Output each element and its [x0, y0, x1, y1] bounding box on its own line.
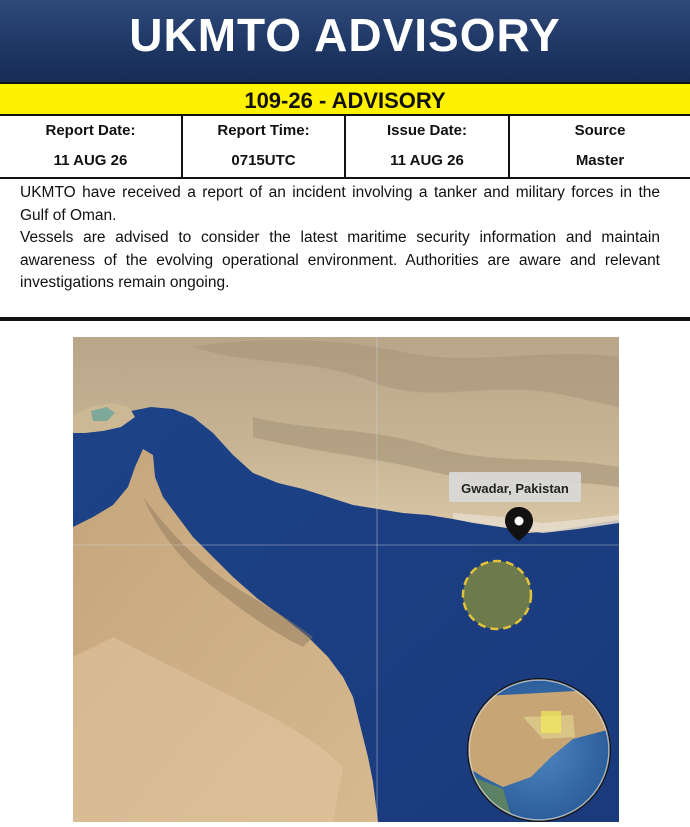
issue-date-label: Issue Date: — [386, 122, 468, 139]
advisory-ref-title: 109-26 - ADVISORY — [244, 88, 446, 113]
advisory-ref-bar — [0, 82, 690, 116]
page-title: UKMTO ADVISORY — [129, 9, 561, 61]
advisory-paragraph-2: Vessels are advised to consider the latest maritime security information and maintain awareness of the evolving operational environment. Authorities are aware and relevant investigations remain ongoing. — [20, 229, 660, 291]
incident-area-circle — [463, 561, 531, 629]
advisory-body — [20, 182, 660, 295]
section-divider — [0, 317, 690, 321]
report-time-value: 0715UTC — [231, 152, 296, 169]
report-time-cell — [183, 116, 346, 177]
location-label: Gwadar, Pakistan — [461, 481, 569, 496]
report-date-label: Report Date: — [45, 122, 136, 139]
issue-date-cell — [346, 116, 510, 177]
map-graphic — [73, 337, 619, 822]
report-date-cell — [0, 116, 183, 177]
inset-globe — [467, 678, 611, 822]
header-banner — [0, 0, 690, 82]
report-time-label: Report Time: — [217, 122, 310, 139]
issue-date-value: 11 AUG 26 — [390, 152, 464, 169]
report-details-table — [0, 116, 690, 179]
source-value: Master — [575, 152, 625, 169]
source-cell — [510, 116, 690, 177]
advisory-paragraph-1: UKMTO have received a report of an incident involving a tanker and military forces in the Gulf of Oman. — [20, 184, 660, 224]
incident-map — [73, 337, 619, 822]
source-label: Source — [574, 122, 626, 139]
report-date-value: 11 AUG 26 — [53, 152, 128, 169]
